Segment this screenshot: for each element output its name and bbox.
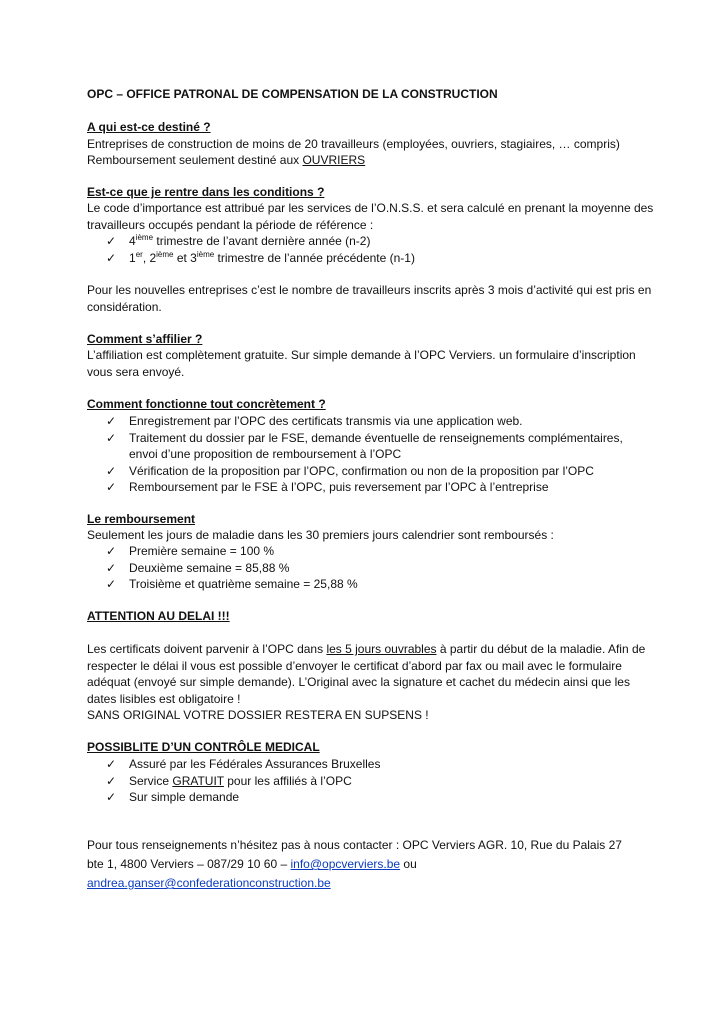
checkmark-icon: ✓: [106, 790, 117, 804]
list-item: ✓ Remboursement par le FSE à l’OPC, puis reversement par l’OPC à l’entreprise: [106, 480, 549, 494]
affilier-text: L’affiliation est complètement gratuite. Sur simple demande à l’OPC Verviers. un formulaire d’inscription vous sera envoyé.: [87, 348, 636, 379]
checkmark-icon: ✓: [106, 577, 117, 591]
checkmark-icon: ✓: [106, 250, 117, 265]
ouvriers-emphasis: OUVRIERS: [302, 153, 366, 167]
checkmark-icon: ✓: [106, 544, 117, 558]
list-item: ✓ Assuré par les Fédérales Assurances Bruxelles: [106, 757, 381, 771]
heading-conditions: Est-ce que je rentre dans les conditions ?: [87, 185, 325, 199]
conditions-list: [106, 233, 654, 266]
contact-block: Pour tous renseignements n’hésitez pas à nous contacter : OPC Verviers AGR. 10, Rue du Palais 27 bte 1, 4800 Verviers – 087/29 10 60 – info@opcverviers.be ou andrea.ganser@confederationconstruction.be: [87, 838, 622, 890]
controle-list: [106, 756, 654, 806]
destine-line2: Remboursement seulement destiné aux OUVRIERS: [87, 153, 366, 167]
list-item: ✓ Enregistrement par l’OPC des certificats transmis via une application web.: [106, 414, 523, 428]
checkmark-icon: ✓: [106, 430, 117, 445]
delai-emphasis: les 5 jours ouvrables: [326, 642, 437, 656]
new-companies-text: Pour les nouvelles entreprises c’est le nombre de travailleurs inscrits après 3 mois d’activité qui est pris en considération.: [87, 283, 652, 314]
list-item: ✓ Traitement du dossier par le FSE, demande éventuelle de renseignements complémentaires, envoi d’une proposition de remboursement à l’OPC: [106, 430, 623, 461]
list-item: ✓ 1er, 2ième et 3ième trimestre de l’année précédente (n-1): [106, 249, 415, 265]
email-link-andrea[interactable]: andrea.ganser@confederationconstruction.be: [87, 876, 331, 890]
heading-destine: A qui est-ce destiné ?: [87, 120, 211, 134]
fonctionne-list: [106, 413, 654, 496]
delai-text: Les certificats doivent parvenir à l’OPC dans les 5 jours ouvrables à partir du début de la maladie. Afin de respecter le délai il vous est possible d’envoyer le certificat d’abord par fax ou mail avec le formulaire adéquat (envoyé sur simple demande). L’Original avec la signature et cachet du médecin ainsi que les dates lisibles est obligatoire !: [87, 642, 646, 706]
remboursement-list: [106, 543, 654, 593]
list-item: ✓ Troisième et quatrième semaine = 25,88 %: [106, 577, 358, 591]
checkmark-icon: ✓: [106, 480, 117, 494]
checkmark-icon: ✓: [106, 560, 117, 575]
checkmark-icon: ✓: [106, 463, 117, 478]
checkmark-icon: ✓: [106, 757, 117, 771]
remboursement-text: Seulement les jours de maladie dans les 30 premiers jours calendrier sont remboursés :: [87, 528, 554, 542]
heading-affilier: Comment s’affilier ?: [87, 332, 203, 346]
list-item: ✓ Sur simple demande: [106, 790, 240, 804]
destine-line1: Entreprises de construction de moins de 20 travailleurs (employées, ouvriers, stagiaires, … compris): [87, 137, 620, 151]
page-title: OPC – OFFICE PATRONAL DE COMPENSATION DE LA CONSTRUCTION: [87, 87, 498, 101]
list-item: ✓ Première semaine = 100 %: [106, 544, 275, 558]
list-item: ✓ Vérification de la proposition par l’OPC, confirmation ou non de la proposition par l’OPC: [106, 463, 594, 478]
checkmark-icon: ✓: [106, 773, 117, 788]
heading-remboursement: Le remboursement: [87, 512, 196, 526]
conditions-text: Le code d’importance est attribué par les services de l’O.N.S.S. et sera calculé en prenant la moyenne des travailleurs occupés pendant la période de référence :: [87, 201, 654, 232]
checkmark-icon: ✓: [106, 234, 117, 248]
heading-delai: ATTENTION AU DELAI !!!: [87, 609, 230, 623]
heading-controle: POSSIBLITE D’UN CONTRÔLE MEDICAL: [87, 740, 320, 754]
email-link-info[interactable]: info@opcverviers.be: [290, 857, 401, 871]
checkmark-icon: ✓: [106, 414, 117, 428]
list-item: ✓ Deuxième semaine = 85,88 %: [106, 560, 290, 575]
list-item: ✓ 4ième trimestre de l’avant dernière année (n-2): [106, 233, 371, 248]
delai-warning: SANS ORIGINAL VOTRE DOSSIER RESTERA EN SUPSENS !: [87, 708, 429, 722]
heading-fonctionne: Comment fonctionne tout concrètement ?: [87, 397, 326, 411]
list-item: ✓ Service GRATUIT pour les affiliés à l’OPC: [106, 773, 352, 788]
gratuit-emphasis: GRATUIT: [172, 773, 224, 788]
